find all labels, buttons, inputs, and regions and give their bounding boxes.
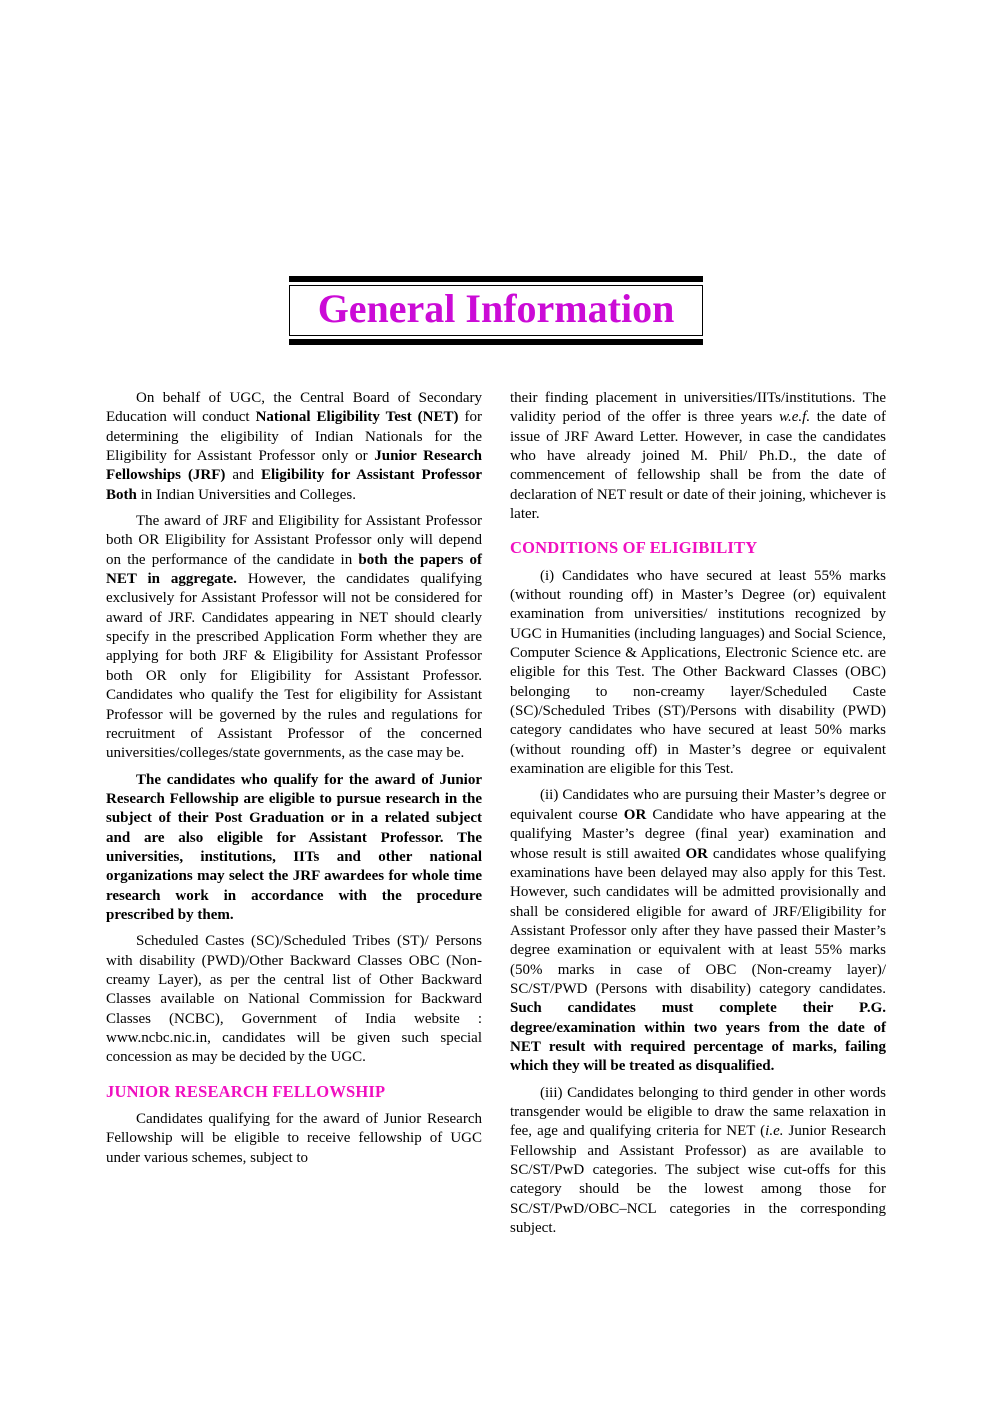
text-segment: for determining the eligibility of Indian Nationals for the Eligibility for Assistant Professor only or [106, 409, 482, 465]
paragraph [106, 389, 482, 505]
paragraph [106, 932, 482, 1067]
text-segment: Such candidates must complete their P.G. degree/examination within two years from the date of NET result with required percentage of marks, failing which they will be treated as disqualified. [510, 1000, 886, 1075]
paragraph [106, 1110, 482, 1168]
section-heading: JUNIOR RESEARCH FELLOWSHIP [106, 1081, 386, 1101]
text-segment: i.e. [765, 1123, 784, 1140]
text-segment: Scheduled Castes (SC)/Scheduled Tribes (ST)/ Persons with disability (PWD)/Other Backward Classes OBC (Non-creamy Layer), as per the central list of Other Backward Classes available on National Commission for Backward Classes (NCBC), Government of India website : www.ncbc.nic.in, candidates will be given such special concession as may be decided by the UGC. [106, 933, 482, 1066]
two-column-body [0, 389, 992, 1245]
text-segment: and [225, 467, 261, 484]
text-segment: candidates whose qualifying examinations have been delayed may also apply for this Test. However, such candidates will be admitted provisionally and shall be considered eligible for award of JRF/Eligibility for Assistant Professor only after they have passed their Master’s degree examination or equivalent with at least 55% marks (50% marks in case of OBC (Non-creamy layer)/ SC/ST/PWD (Persons with disability) category candidates. [510, 845, 886, 997]
text-segment: Candidate who have appearing at the qualifying Master’s degree (final year) examination and whose result is still awaited [510, 806, 886, 862]
text-segment: OR [623, 806, 647, 823]
right-column [510, 389, 886, 1245]
left-column [106, 389, 482, 1245]
text-segment: However, the candidates qualifying exclusively for Assistant Professor will not be considered for award of JRF. Candidates appearing in NET should clearly specify in the prescribed Application Form whether they are applying for both JRF & Eligibility for Assistant Professor both OR only for Eligibility for Assistant Professor. Candidates who qualify the Test for eligibility for Assistant Professor will be governed by the rules and regulations for recruitment of Assistant Professor of the concerned universities/colleges/state governments, as the case may be. [106, 571, 482, 762]
text-segment: (iii) Candidates belonging to third gender in other words transgender would be eligible to draw the same relaxation in fee, age and qualifying criteria for NET ( [510, 1084, 886, 1140]
paragraph [510, 389, 886, 524]
paragraph [106, 771, 482, 926]
text-segment: The award of JRF and Eligibility for Assistant Professor both OR Eligibility for Assistant Professor only will depend on the performance of the candidate in [106, 513, 482, 568]
paragraph [510, 786, 886, 1076]
text-segment: their finding placement in universities/IITs/institutions. The validity period of the offer is three years [510, 390, 886, 426]
text-segment: Candidates qualifying for the award of Junior Research Fellowship will be eligible to receive fellowship of UGC under various schemes, subject to [106, 1110, 482, 1166]
paragraph [510, 567, 886, 780]
text-segment: Eligibility for Assistant Professor Both [106, 467, 483, 503]
text-segment: (i) Candidates who have secured at least 55% marks (without rounding off) in Master’s Degree (or) equivalent examination from universities/ institutions recognized by UGC in Humanities (including languages) and Social Science, Computer Science & Applications, Electronic Science etc. are eligible for this Test. The Other Backward Classes (OBC) belonging to non-creamy layer/Scheduled Caste (SC)/Scheduled Tribes (ST)/Persons with disability (PWD) category candidates who have secured at least 50% marks (without rounding off) in Master’s degree or equivalent examination are eligible for this Test. [510, 567, 886, 778]
page-title: General Information [317, 286, 675, 331]
text-segment: the date of issue of JRF Award Letter. However, in case the candidates who have already joined M. Phil/ Ph.D., the date of commencement of fellowship shall be from the date of declaration of NET result or date of their joining, whichever is later. [510, 409, 886, 523]
text-segment: w.e.f. [779, 409, 811, 426]
section-heading: CONDITIONS OF ELIGIBILITY [510, 538, 758, 558]
text-segment: in Indian Universities and Colleges. [136, 486, 356, 503]
text-segment: both the papers of NET in aggregate. [106, 551, 483, 588]
paragraph [510, 1084, 886, 1239]
text-segment: Junior Research Fellowships (JRF) [106, 448, 482, 484]
text-segment: On behalf of UGC, the Central Board of Secondary Education will conduct [106, 390, 482, 426]
text-segment: National Eligibility Test (NET) [255, 409, 459, 426]
text-segment: The candidates who qualify for the award of Junior Research Fellowship are eligible to pursue research in the subject of their Post Graduation or in a related subject and are also eligible for Assistant Professor. The universities, institutions, IITs and other national organizations may select the JRF awardees for whole time research work in accordance with the procedure prescribed by them. [106, 771, 482, 923]
page-title-box [289, 285, 703, 336]
paragraph [106, 512, 482, 763]
page-title-block [289, 276, 703, 345]
text-segment: OR [685, 845, 708, 862]
text-segment: (ii) Candidates who are pursuing their Master’s degree or equivalent course [510, 787, 886, 823]
text-segment: Junior Research Fellowship and Assistant Professor) as are available to SC/ST/PwD categories. The subject wise cut-offs for this category should be the lowest among those for SC/ST/PwD/OBC–NCL categories in the corresponding subject. [510, 1123, 887, 1237]
